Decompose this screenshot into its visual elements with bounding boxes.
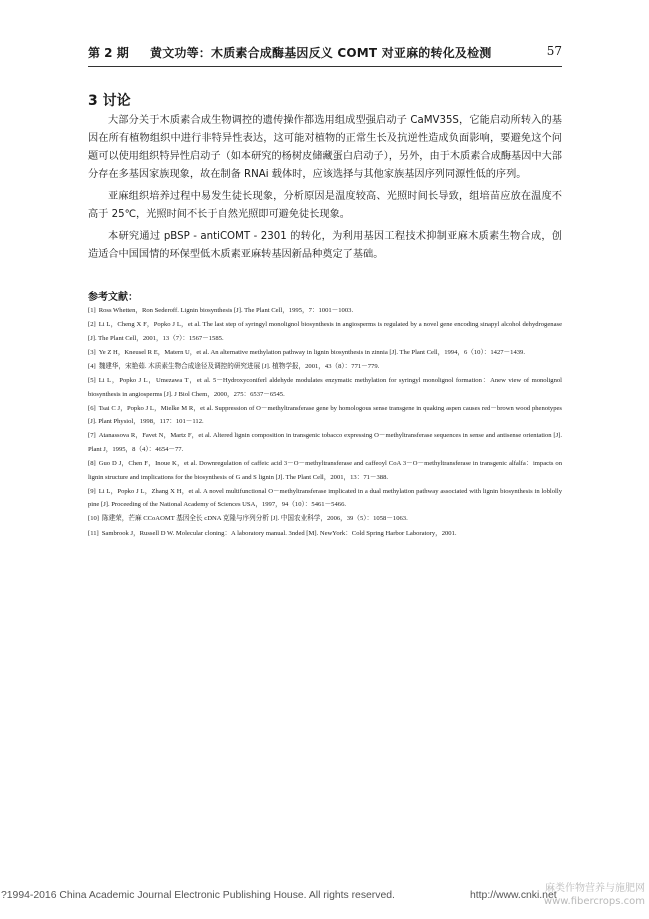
reference-item: [9] Li L，Popko J L，Zhang X H，et al. A novel multifunctional O－methyltransferase implicated in a dual methylation pathway associated with lignin biosynthesis in loblolly pine [J]. Proceeding of the National Academy of Sciences USA，1997，94（10）：5461－5466. bbox=[88, 487, 562, 509]
reference-item: [3] Ye Z H，Kneusel R E，Matern U，et al. An alternative methylation pathway in lignin biosynthesis in zinnia [J]. The Plant Cell，1994，6（10）：1427－1439. bbox=[88, 348, 525, 356]
running-title: 黄文功等：木质素合成酶基因反义 COMT 对亚麻的转化及检测 bbox=[150, 46, 492, 60]
paragraph-2: 亚麻组织培养过程中易发生徒长现象，分析原因是温度较高、光照时间长导致，组培苗应放在温度不高于 25℃，光照时间不长于自然光照即可避免徒长现象。 bbox=[88, 191, 562, 220]
references-heading: 参考文献： bbox=[88, 292, 138, 303]
paragraph-3: 本研究通过 pBSP - antiCOMT - 2301 的转化，为利用基因工程技术抑制亚麻木质素生物合成，创造适合中国国情的环保型低木质素亚麻转基因新品种奠定了基础。 bbox=[88, 231, 562, 260]
copyright-notice: ?1994-2016 China Academic Journal Electronic Publishing House. All rights reserved. bbox=[1, 890, 395, 901]
reference-item: [2] Li L，Cheng X F，Popko J L，et al. The last step of syringyl monolignol biosynthesis in angiosperms is regulated by a novel gene encoding sinapyl alcohol dehydrogenase [J]. The Plant Cell，2001，13（7）：1567－1585. bbox=[88, 321, 562, 342]
watermark-line-2: www.fibercrops.com bbox=[543, 896, 645, 907]
page-number: 57 bbox=[546, 44, 562, 58]
paragraph-1: 大部分关于木质素合成生物调控的遗传操作都选用组成型强启动子 CaMV35S，它能启动所转入的基因在所有植物组织中进行非特异性表达，这可能对植物的正常生长及抗逆性造成负面影响，要避免这个问题可以使用组织特异性启动子（如本研究的杨树皮储藏蛋白启动子），另外，由于木质素合成酶基因中大部分存在多基因家族现象，故在制备 RNAi 载体时，应该选择与其他家族基因序列同源性低的序列。 bbox=[88, 115, 562, 180]
reference-item: [1] Ross Whetten，Ron Sederoff. Lignin biosynthesis [J]. The Plant Cell，1995，7：1001－1003. bbox=[88, 307, 354, 314]
discussion-body bbox=[88, 112, 562, 264]
header-rule bbox=[88, 66, 562, 67]
cnki-link[interactable]: http://www.cnki.net bbox=[470, 890, 557, 901]
reference-item: [7] Atanassova R，Favet N，Martz F，et al. Altered lignin composition in transgenic tobacco expressing O－methyltransferase sequences in sense and antisense orientation [J]. Plant J，1995，8（4）：4654－77. bbox=[88, 432, 562, 453]
issue-number: 第 2 期 bbox=[88, 46, 129, 60]
reference-item: [6] Tsai C J，Popko J L，Mielke M R，et al. Suppression of O－methyltransferase gene by homologous sense transgene in quaking aspen causes red－brown wood phenotypes [J]. Plant Physiol，1998，117：101－112. bbox=[88, 404, 562, 426]
reference-item: [4] 魏建华，宋艳茹. 木质素生物合成途径及调控的研究进展 [J]. 植物学报，2001，43（8）：771－779. bbox=[88, 362, 380, 370]
reference-item: [8] Guo D J，Chen F，Inoue K，et al. Downregulation of caffeic acid 3－O－methyltransferase and caffeoyl CoA 3－O－methyltransferase in transgenic alfalfa：impacts on lignin structure and implications for the biosynthesis of G and S lignin [J]. The Plant Cell，2001，13：71－388. bbox=[88, 460, 562, 481]
section-heading: 3 讨论 bbox=[88, 93, 131, 109]
reference-item: [10] 陈建荣，芒麻 CCoAOMT 基因全长 cDNA 克隆与序列分析 [J]. 中国农业科学，2006，39（5）：1058－1063. bbox=[88, 515, 408, 523]
reference-item: [5] Li L，Popko J L，Umezawa T，et al. 5－Hydroxyconiferl aldehyde modulates enzymatic methylation for syringyl monolignol formation：Anew view of monolignol biosynthesis in angiosperms [J]. J Biol Chem，2000，275：6537－6545. bbox=[88, 376, 562, 398]
running-header bbox=[88, 44, 562, 64]
reference-item: [11] Sambrook J，Russell D W. Molecular cloning：A laboratory manual. 3nded [M]. NewYork：Cold Spring Harbor Laboratory，2001. bbox=[88, 529, 457, 537]
references-list bbox=[88, 304, 562, 541]
watermark-line-1: 麻类作物营养与施肥网 bbox=[545, 883, 645, 894]
watermark bbox=[495, 882, 645, 908]
